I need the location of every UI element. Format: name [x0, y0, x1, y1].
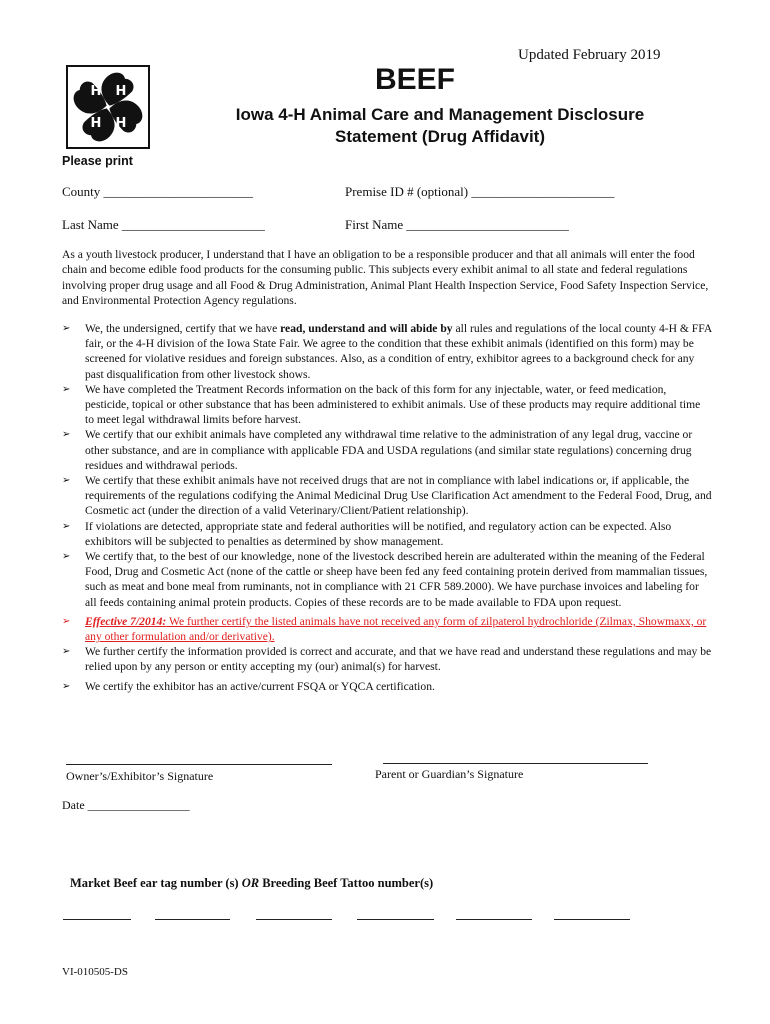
arrowhead-bullet-icon: ➢	[62, 551, 71, 563]
arrowhead-bullet-icon: ➢	[62, 680, 71, 692]
list-item: ➢ We certify the exhibitor has an active/current FSQA or YQCA certification.	[62, 679, 435, 693]
list-item: ➢ We further certify the information provided is correct and accurate, and that we have read and understand these regulations and may be relied upon by any person or entity accepting my (our) animal(s) for harvest.	[62, 645, 712, 674]
form-id: VI-010505-DS	[62, 966, 128, 978]
tag-number-blank[interactable]	[456, 919, 532, 920]
tag-number-title: Market Beef ear tag number (s) OR Breeding Beef Tattoo number(s)	[70, 876, 434, 890]
parent-signature-label: Parent or Guardian’s Signature	[375, 767, 524, 781]
tag-number-blank[interactable]	[554, 919, 630, 920]
clover-leaf-h: H	[115, 116, 127, 131]
tag-number-blank[interactable]	[155, 919, 230, 920]
parent-signature-line[interactable]	[383, 763, 648, 764]
county-field[interactable]: County _______________________	[62, 184, 254, 199]
intro-paragraph: As a youth livestock producer, I understand that I have an obligation to be a responsible producer and that all animals will enter the food chain and become edible food products for the consuming public. This subjects every exhibit animal to all state and federal regulations involving proper drug usage and all Food & Drug Administration, Animal Plant Health Inspection Service, Food Safety Inspection Service, and Environmental Protection Agency regulations.	[62, 248, 709, 307]
owner-signature-line[interactable]	[66, 764, 332, 765]
please-print-label: Please print	[62, 154, 133, 168]
arrowhead-bullet-icon: ➢	[62, 323, 71, 334]
tag-number-blank[interactable]	[357, 919, 434, 920]
certification-list	[62, 321, 712, 694]
last-name-field[interactable]: Last Name ______________________	[62, 217, 265, 232]
list-item: ➢ We certify that our exhibit animals have completed any withdrawal time relative to the administration of any legal drug, vaccine or other substance, and are in compliance with applicable FDA and USDA regulations (and similar state regulations) concerning drug residues and withdrawal periods.	[62, 428, 693, 472]
list-item: ➢ We have completed the Treatment Records information on the back of this form for any injectable, water, or feed medication, pesticide, topical or other substance that has been administered to exhibit animals. Use of these products may require additional time to meet legal withdrawal limits before harvest.	[62, 382, 701, 427]
list-item-effective: ➢ Effective 7/2014: We further certify the listed animals have not received any form of zilpaterol hydrochloride (Zilmax, Showmaxx, or any other formulation and/or derivative).	[62, 614, 707, 644]
arrowhead-bullet-icon: ➢	[62, 429, 71, 441]
arrowhead-bullet-icon: ➢	[62, 646, 71, 658]
list-item: ➢ We, the undersigned, certify that we have read, understand and will abide by all rules and regulations of the local county 4-H & FFA fair, or the 4-H division of the Iowa State Fair. We agree to the condition that these exhibit animals (identified on this form) may be screened for violative residues and foreign substances. Also, as a condition of entry, exhibitor agrees to a background check for any past disqualification from other livestock shows.	[62, 322, 712, 381]
date-field[interactable]: Date _________________	[62, 798, 190, 812]
updated-date: Updated February 2019	[518, 47, 661, 63]
arrowhead-bullet-icon: ➢	[62, 520, 71, 532]
arrowhead-bullet-icon: ➢	[62, 475, 71, 487]
first-name-field[interactable]: First Name _________________________	[345, 217, 569, 232]
arrowhead-bullet-icon: ➢	[62, 383, 71, 395]
owner-signature-label: Owner’s/Exhibitor’s Signature	[66, 769, 214, 783]
tag-number-blank[interactable]	[256, 919, 332, 920]
premise-id-field[interactable]: Premise ID # (optional) ______________________	[345, 184, 615, 199]
list-item: ➢ If violations are detected, appropriate state and federal authorities will be notified, and regulatory action can be expected. Also exhibitors will be subjected to penalties as determined by show management.	[62, 519, 672, 548]
clover-leaf-h: H	[90, 116, 102, 131]
arrowhead-bullet-icon: ➢	[62, 615, 71, 627]
subtitle-line-1: Iowa 4-H Animal Care and Management Disclosure	[235, 105, 645, 124]
tag-number-blank[interactable]	[63, 919, 131, 920]
clover-leaf-h: H	[115, 84, 127, 99]
page-subtitle	[180, 104, 700, 148]
page-title: BEEF	[374, 63, 455, 96]
subtitle-line-2: Statement (Drug Affidavit)	[335, 127, 545, 146]
list-item: ➢ We certify that, to the best of our knowledge, none of the livestock described herein are adulterated within the meaning of the Federal Food, Drug and Cosmetic Act (none of the cattle or sheep have been fed any feed containing protein derived from mammalian tissues, such as meat and bone meal from ruminants, not in compliance with 21 CFR 589.2000). We have purchase invoices and labeling for all feeds containing animal protein products. Copies of these records are to be made available to FDA upon request.	[62, 550, 708, 609]
clover-leaf-h: H	[90, 84, 102, 99]
list-item: ➢ We certify that these exhibit animals have not received drugs that are not in compliance with label indications or, if applicable, the requirements of the regulations codifying the Animal Medicinal Drug Use Clarification Act amendment to the Federal Food, Drug, and Cosmetic act (under the direction of a valid Veterinary/Client/Patient relationship).	[62, 474, 712, 518]
